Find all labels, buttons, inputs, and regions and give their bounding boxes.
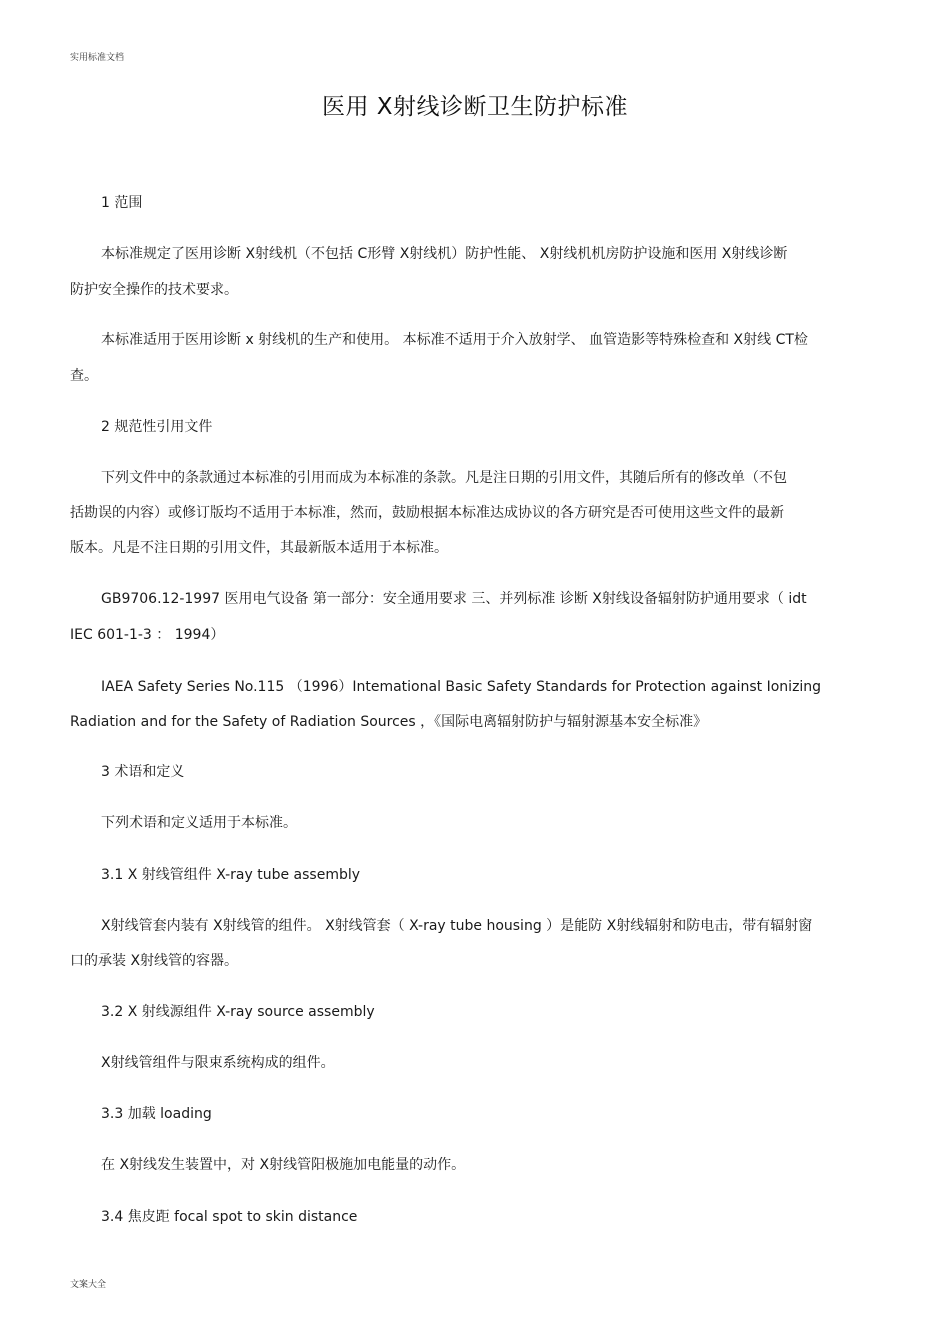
- paragraph-line: 防护安全操作的技术要求。: [70, 282, 238, 298]
- paragraph-line: 口的承装 X射线管的容器。: [70, 953, 239, 969]
- paragraph-line: 括勘误的内容）或修订版均不适用于本标准，然而，鼓励根据本标准达成协议的各方研究是否可使用这些文件的最新: [70, 505, 784, 521]
- section-heading-references: 2 规范性引用文件: [101, 419, 213, 435]
- paragraph-line: 下列术语和定义适用于本标准。: [101, 815, 297, 831]
- page-header-note: 实用标准文档: [70, 53, 125, 63]
- section-heading-scope: 1 范围: [101, 195, 143, 211]
- paragraph-line: 查。: [70, 368, 98, 384]
- paragraph-line: X射线管组件与限束系统构成的组件。: [101, 1055, 335, 1071]
- paragraph-line: 版本。凡是不注日期的引用文件，其最新版本适用于本标准。: [70, 540, 448, 556]
- reference-line: Radiation and for the Safety of Radiation Sources ，《国际电离辐射防护与辐射源基本安全标准》: [70, 714, 708, 730]
- term-heading: 3.4 焦皮距 focal spot to skin distance: [101, 1209, 358, 1225]
- reference-line: GB9706.12-1997 医用电气设备 第一部分：安全通用要求 三、并列标准 诊断 X射线设备辐射防护通用要求（ idt: [101, 591, 807, 607]
- paragraph-line: 本标准规定了医用诊断 X射线机（不包括 C形臂 X射线机）防护性能、 X射线机机房防护设施和医用 X射线诊断: [101, 246, 788, 262]
- term-heading: 3.1 X 射线管组件 X-ray tube assembly: [101, 867, 361, 883]
- paragraph-line: 本标准适用于医用诊断 x 射线机的生产和使用。 本标准不适用于介入放射学、 血管造影等特殊检查和 X射线 CT检: [101, 332, 808, 348]
- term-heading: 3.3 加载 loading: [101, 1106, 212, 1122]
- reference-line: IEC 601-1-3 ： 1994）: [70, 627, 225, 643]
- reference-line: IAEA Safety Series No.115 （1996）Intemational Basic Safety Standards for Protection against Ionizing: [101, 679, 822, 695]
- term-heading: 3.2 X 射线源组件 X-ray source assembly: [101, 1004, 375, 1020]
- page-footer-note: 文案大全: [70, 1280, 107, 1290]
- paragraph-line: 在 X射线发生装置中，对 X射线管阳极施加电能量的动作。: [101, 1157, 466, 1173]
- paragraph-line: 下列文件中的条款通过本标准的引用而成为本标准的条款。凡是注日期的引用文件，其随后所有的修改单（不包: [101, 470, 787, 486]
- section-heading-terms: 3 术语和定义: [101, 764, 185, 780]
- paragraph-line: X射线管套内装有 X射线管的组件。 X射线管套（ X-ray tube housing ）是能防 X射线辐射和防电击，带有辐射窗: [101, 918, 813, 934]
- document-title: 医用 X射线诊断卫生防护标准: [321, 94, 629, 120]
